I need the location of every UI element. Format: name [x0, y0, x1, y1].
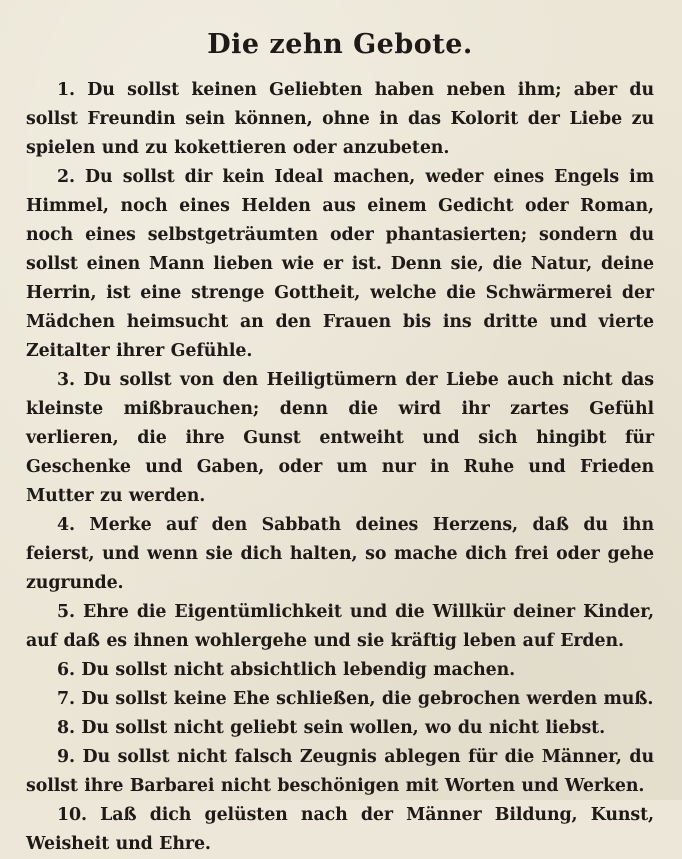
- commandment-9: 9. Du sollst nicht falsch Zeugnis ablegen für die Männer, du sollst ihre Barbarei nicht beschönigen mit Worten und Werken.: [26, 747, 654, 796]
- commandments-list: [26, 76, 654, 859]
- commandment-10: 10. Laß dich gelüsten nach der Männer Bildung, Kunst, Weisheit und Ehre.: [26, 805, 654, 854]
- commandment-7: 7. Du sollst keine Ehe schließen, die gebrochen werden muß.: [57, 689, 654, 709]
- commandment-4: 4. Merke auf den Sabbath deines Herzens, daß du ihn feierst, und wenn sie dich halten, so mache dich frei oder gehe zugrunde.: [26, 515, 654, 593]
- document-title: Die zehn Gebote.: [207, 29, 473, 60]
- commandment-8: 8. Du sollst nicht geliebt sein wollen, wo du nicht liebst.: [57, 718, 606, 738]
- commandment-1: 1. Du sollst keinen Geliebten haben neben ihm; aber du sollst Freundin sein können, ohne in das Kolorit der Liebe zu spielen und zu kokettieren oder anzubeten.: [26, 80, 654, 158]
- commandment-3: 3. Du sollst von den Heiligtümern der Liebe auch nicht das kleinste mißbrauchen; denn die wird ihr zartes Gefühl verlieren, die ihre Gunst entweiht und sich hingibt für Geschenke und Gaben, oder um nur in Ruhe und Frieden Mutter zu werden.: [26, 370, 654, 506]
- commandment-6: 6. Du sollst nicht absichtlich lebendig machen.: [57, 660, 516, 680]
- commandment-2: 2. Du sollst dir kein Ideal machen, weder eines Engels im Himmel, noch eines Helden aus einem Gedicht oder Roman, noch eines selbstgeträumten oder phantasierten; sondern du sollst einen Mann lieben wie er ist. Denn sie, die Natur, deine Herrin, ist eine strenge Gottheit, welche die Schwärmerei der Mädchen heimsucht an den Frauen bis ins dritte und vierte Zeitalter ihrer Gefühle.: [26, 167, 654, 361]
- commandment-5: 5. Ehre die Eigentümlichkeit und die Willkür deiner Kinder, auf daß es ihnen wohlergehe und sie kräftig leben auf Erden.: [26, 602, 654, 651]
